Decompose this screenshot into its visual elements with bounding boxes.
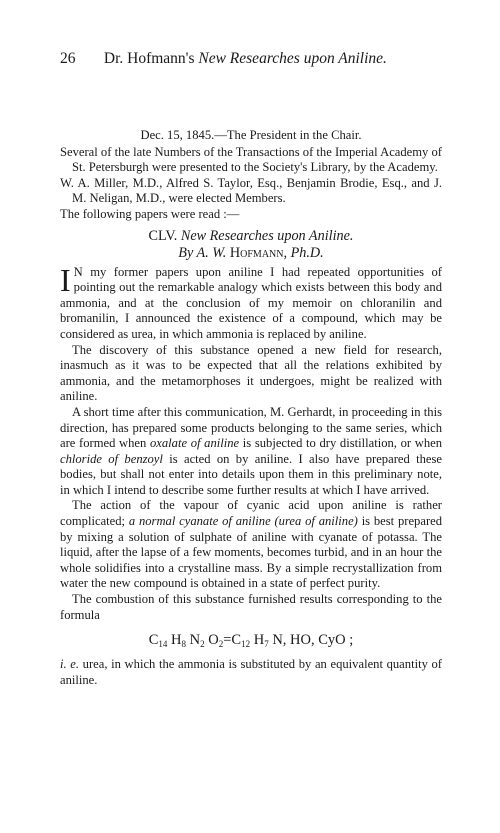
formula-symbol: C [148,632,159,649]
meeting-date-line: Dec. 15, 1845.—The President in the Chair. [140,128,362,142]
byline-author: Hofmann, [229,244,288,261]
paragraph-6-emphasis: i. e. [60,657,80,672]
formula-subscript: 7 [264,639,269,650]
paragraph-3-text: is subjected to dry distillation, or when [242,436,442,451]
paragraph-3-text: is acted on by aniline. I also have prepared these bodies, but shall not enter into details upon them in this preliminary note, in which I intend to describe some further results at which I have arrived. [60,451,442,497]
formula-subscript: 8 [181,639,186,650]
paragraph-1-text: N my former papers upon aniline I had repeated opportunities of pointing out the remarkable analogy which exists between this body and ammonia, and at the conclusion of my memoir on chloranilin and bromanilin, I announced the existence of a compound, which may be considered as urea, in which ammonia is replaced by aniline. [60,264,442,341]
article-number: CLV. [148,227,178,244]
paragraph-3-text: A short time after this communication, M. Gerhardt, in proceeding in this direction, has prepared some products belonging to the same series, which are formed when [60,404,442,451]
formula-symbol: N [189,632,201,649]
header-author: Dr. Hofmann's [103,50,195,67]
formula-tail: N, HO, CyO ; [272,632,354,649]
formula-subscript: 12 [241,639,251,650]
paragraph-3-emphasis: chloride of benzoyl [60,451,163,466]
paragraph-3-emphasis: oxalate of aniline [149,436,240,451]
paragraph-2: The discovery of this substance opened a new field for research, inasmuch as it was to be expected that all the relations exhibited by ammonia, and the metamorphoses it undergoes, might be realized with aniline. [60,342,442,404]
header-title: New Researches upon Aniline. [198,50,387,67]
meeting-paragraph: Several of the late Numbers of the Transactions of the Imperial Academy of St. Petersburgh were presented to the Society's Library, by the Academy. [60,144,442,175]
meeting-paragraph: W. A. Miller, M.D., Alfred S. Taylor, Esq., Benjamin Brodie, Esq., and J. M. Neligan, M.D., were elected Members. [60,175,442,206]
running-header [60,50,440,68]
paragraph-1 [60,261,442,343]
article-byline [60,245,442,262]
page-body [60,128,442,688]
paragraph-6-text: urea, in which the ammonia is substituted by an equivalent quantity of aniline. [60,657,442,687]
formula-symbol: H [171,632,182,649]
formula-subscript: 2 [218,639,224,650]
byline-degree: Ph.D. [290,244,324,261]
paragraph-4 [60,498,442,592]
paragraph-5: The combustion of this substance furnished results corresponding to the formula [60,592,442,622]
article-title-text: New Researches upon Aniline. [180,227,354,244]
formula-symbol: O [208,632,219,649]
paragraph-6 [60,657,442,688]
drop-cap: I [60,261,71,298]
article-title [60,228,442,245]
formula-subscript: 2 [200,639,205,650]
paragraph-4-emphasis: a normal cyanate of aniline [128,514,271,529]
page-number: 26 [60,50,76,67]
chemical-formula: $C_{14}$ $H_8$ $N_2$ $O_2=C_{12}$ $H_7$ N, HO, CyO ; [148,632,354,650]
paragraph-3 [60,405,442,499]
paragraph-4-emphasis: (urea of aniline) [274,514,358,529]
paragraph-4-text: The action of the vapour of cyanic acid upon aniline is rather complicated; [60,498,442,529]
formula-subscript: 14 [158,639,168,650]
paragraph-4-text: is best prepared by mixing a solution of sulphate of aniline with cyanate of potassa. The liquid, after the lapse of a few moments, becomes turbid, and in an hour the whole solidifies into a crystalline mass. By a simple recrystallization from water the new compound is obtained in a state of perfect purity. [60,514,443,591]
formula-symbol: H [253,632,265,649]
meeting-paragraph: The following papers were read :— [60,206,240,221]
formula-symbol: C [231,632,242,649]
byline-by: By A. W. [178,244,227,261]
